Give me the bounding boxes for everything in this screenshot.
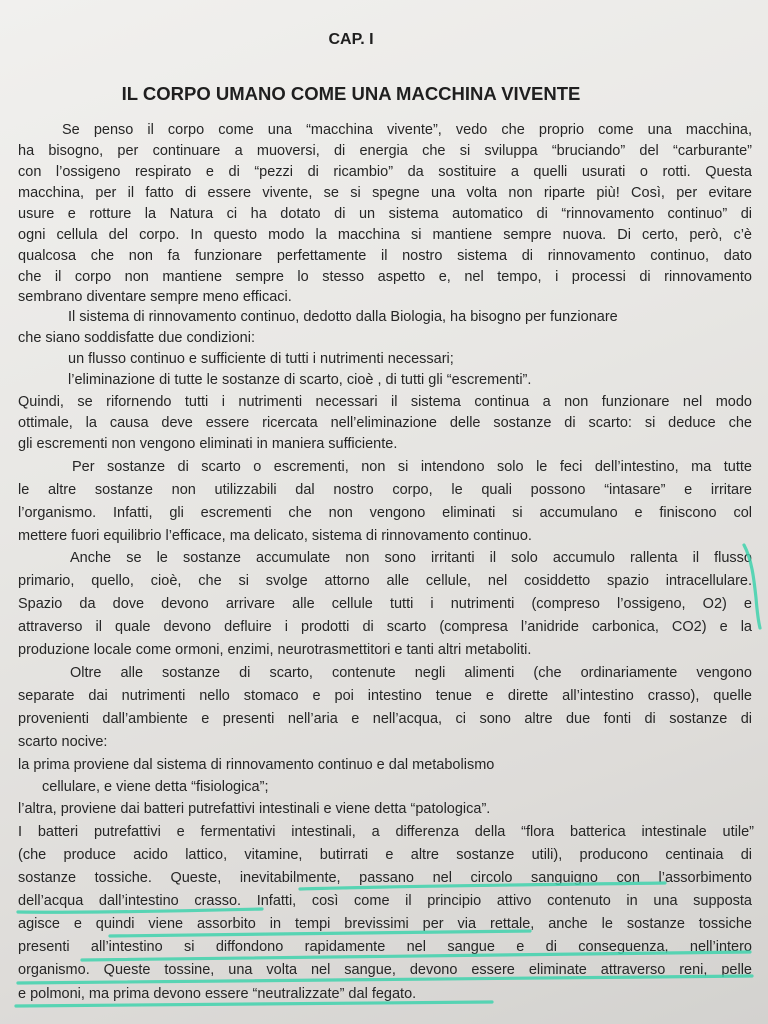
page-title: IL CORPO UMANO COME UNA MACCHINA VIVENTE bbox=[121, 83, 581, 104]
text-line: dell’acqua dall’intestino crasso. Infatti, così come il principio attivo contenuto in una supposta bbox=[18, 893, 752, 909]
text-line: sembrano diventare sempre meno efficaci. bbox=[18, 289, 292, 305]
text-line: mettere fuori equilibrio l’efficace, ma delicato, sistema di rinnovamento continuo. bbox=[18, 528, 532, 544]
text-line: Anche se le sostanze accumulate non sono irritanti il solo accumulo rallenta il flusso bbox=[70, 550, 752, 566]
text-line: un flusso continuo e sufficiente di tutti i nutrimenti necessari; bbox=[68, 351, 454, 367]
text-line: provenienti dall’ambiente e presenti nell’aria e nell’acqua, ci sono altre due fonti di sostanze di bbox=[18, 711, 752, 727]
chapter-label: CAP. I bbox=[328, 31, 374, 48]
text-line: Spazio da dove devono arrivare alle cellule tutti i nutrimenti (compreso l’ossigeno, O2) e bbox=[18, 596, 752, 612]
text-line: qualcosa che non fa funzionare perfettamente il nostro sistema di rinnovamento continuo, dato bbox=[18, 248, 752, 264]
text-line: Quindi, se rifornendo tutti i nutrimenti necessari il sistema continua a non funzionare nel modo bbox=[18, 394, 752, 410]
text-line: Il sistema di rinnovamento continuo, dedotto dalla Biologia, ha bisogno per funzionare bbox=[68, 309, 618, 325]
text-line: gli escrementi non vengono eliminati in maniera sufficiente. bbox=[18, 436, 398, 452]
text-line: che siano soddisfatte due condizioni: bbox=[18, 330, 255, 346]
text-line: l’altra, proviene dai batteri putrefattivi intestinali e viene detta “patologica”. bbox=[18, 801, 491, 817]
text-line: (che produce acido lattico, vitamine, butirrati e altre sostanze utili), producono centinaia di bbox=[18, 847, 752, 863]
text-line: produzione locale come ormoni, enzimi, neurotrasmettitori e tanti altri metaboliti. bbox=[18, 642, 532, 658]
text-line: Se penso il corpo come una “macchina vivente”, vedo che proprio come una macchina, bbox=[62, 122, 752, 138]
text-line: che il corpo non mantiene sempre lo stesso aspetto e, nel tempo, i processi di rinnovamento bbox=[18, 269, 752, 285]
text-line: macchina, per il fatto di essere vivente, se si spegne una volta non riparte più! Così, per evitare bbox=[18, 185, 752, 201]
text-line: ottimale, la causa deve essere ricercata nell’eliminazione delle sostanze di scarto: si deduce che bbox=[18, 415, 752, 431]
text-line: la prima proviene dal sistema di rinnovamento continuo e dal metabolismo bbox=[18, 757, 495, 773]
text-line: sostanze tossiche. Queste, inevitabilmente, passano nel circolo sanguigno con l’assorbimento bbox=[18, 870, 752, 886]
text-line: ha bisogno, per continuare a muoversi, di energia che si sviluppa “bruciando” del “carburante” bbox=[18, 143, 752, 159]
text-line: e polmoni, ma prima devono essere “neutralizzate” dal fegato. bbox=[18, 986, 417, 1002]
text-line: presenti all’intestino si diffondono rapidamente nel sangue e di conseguenza, nell’intero bbox=[18, 939, 752, 955]
text-line: attraverso il quale devono defluire i prodotti di scarto (compresa l’anidride carbonica, CO2) e la bbox=[18, 619, 752, 635]
text-line: le altre sostanze non utilizzabili dal nostro corpo, le quali possono “intasare” e irritare bbox=[18, 482, 752, 498]
text-line: organismo. Queste tossine, una volta nel sangue, devono essere eliminate attraverso reni, pelle bbox=[18, 962, 752, 978]
text-line: I batteri putrefattivi e fermentativi intestinali, a differenza della “flora batterica intestinale utile” bbox=[18, 824, 754, 840]
text-line: separate dai nutrimenti nello stomaco e poi intestino tenue e dirette all’intestino crasso), quelle bbox=[18, 688, 752, 704]
text-line: usure e rotture la Natura ci ha dotato di un sistema automatico di “rinnovamento continuo” di bbox=[18, 206, 752, 222]
text-line: Per sostanze di scarto o escrementi, non si intendono solo le feci dell’intestino, ma tutte bbox=[72, 459, 752, 475]
text-line: ogni cellula del corpo. In questo modo la macchina si mantiene sempre nuova. Di certo, però, c’è bbox=[18, 227, 752, 243]
text-line: con l’ossigeno respirato e di “pezzi di ricambio” da sostituire a quelli usurati o rotti. Questa bbox=[18, 164, 752, 180]
text-line: agisce e quindi viene assorbito in tempi brevissimi per via rettale, anche le sostanze tossiche bbox=[18, 916, 752, 932]
text-line: l’eliminazione di tutte le sostanze di scarto, cioè , di tutti gli “escrementi”. bbox=[68, 372, 532, 388]
text-line: cellulare, e viene detta “fisiologica”; bbox=[42, 779, 269, 795]
text-line: scarto nocive: bbox=[18, 734, 108, 750]
text-line: Oltre alle sostanze di scarto, contenute negli alimenti (che ordinariamente vengono bbox=[70, 665, 752, 681]
text-line: l’organismo. Infatti, gli escrementi che non vengono eliminati si accumulano e finiscono col bbox=[18, 505, 752, 521]
text-line: primario, quello, cioè, che si svolge attorno alle cellule, nel cosiddetto spazio intracellulare. bbox=[18, 573, 752, 589]
